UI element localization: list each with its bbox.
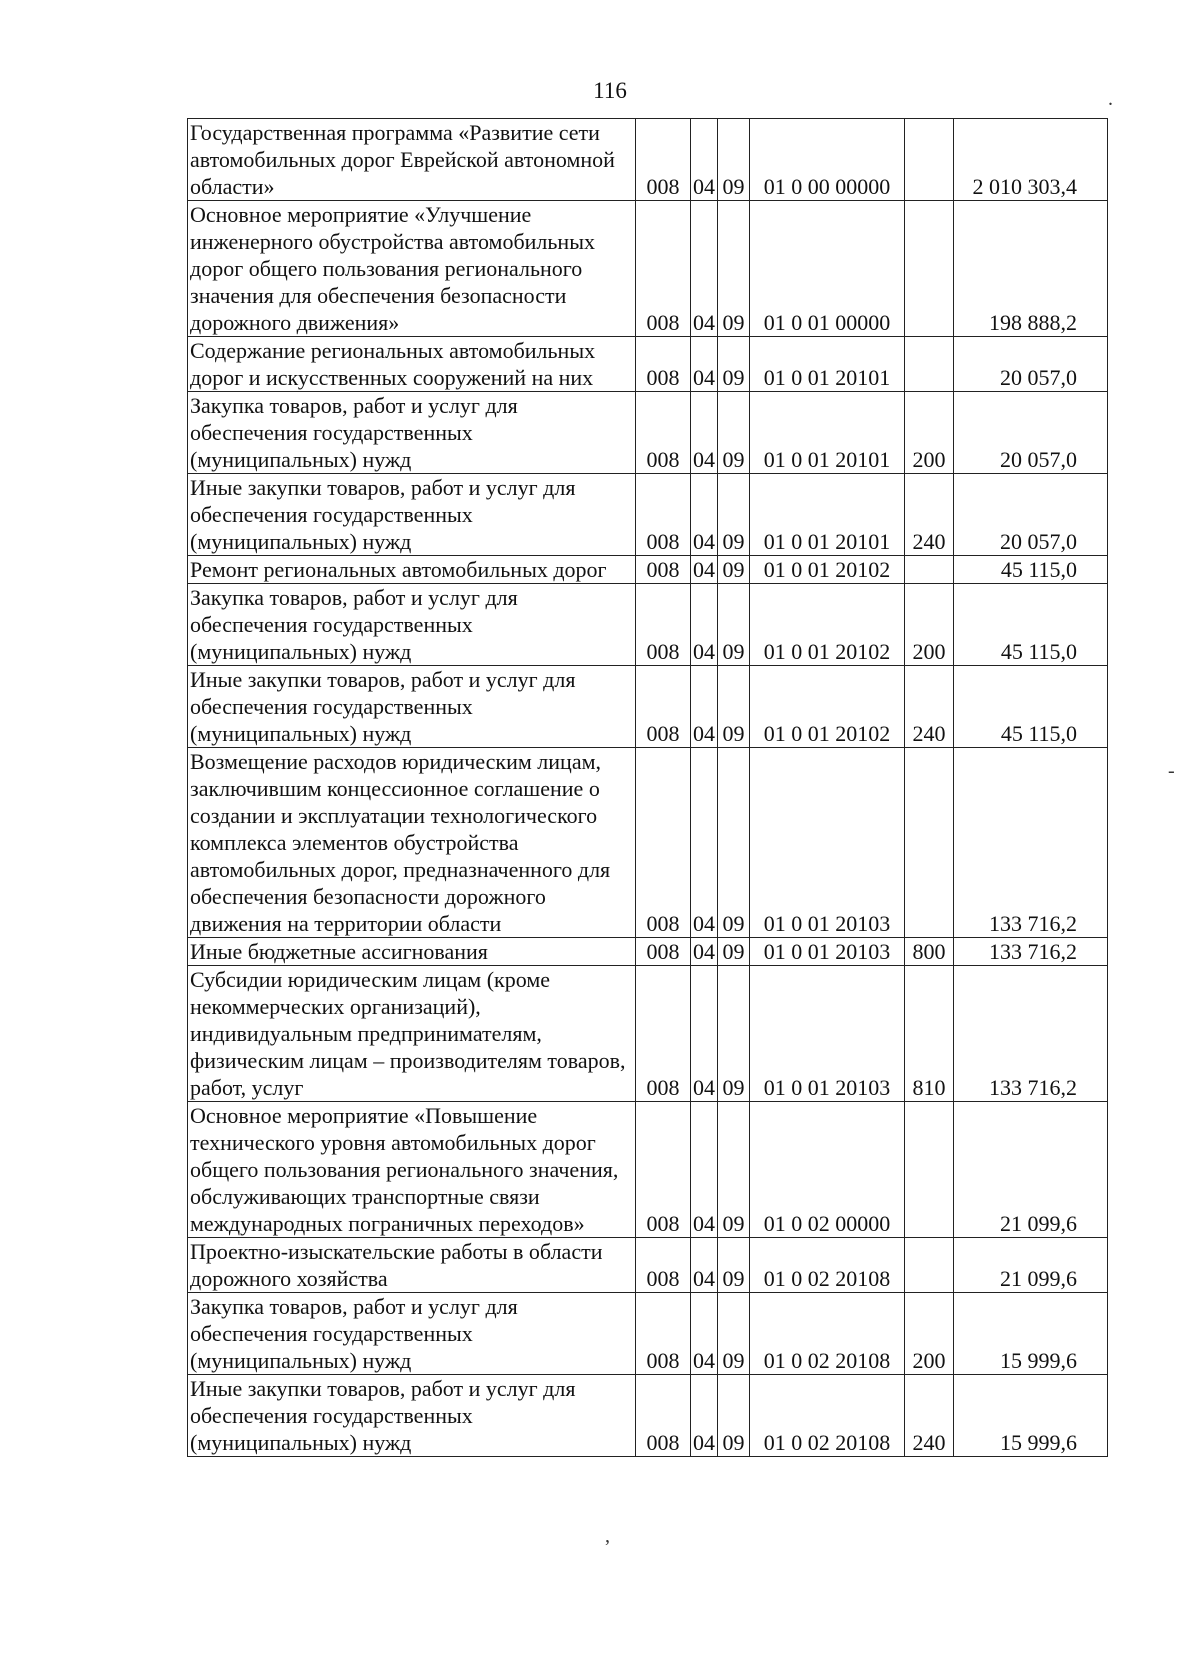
table-row: [188, 1238, 1108, 1293]
cell-section-code: 04: [691, 748, 718, 938]
cell-subsection-code: 09: [718, 666, 750, 748]
cell-target-article: 01 0 01 20103: [750, 748, 905, 938]
cell-name: Закупка товаров, работ и услуг для обеспечения государственных (муниципальных) нужд: [188, 584, 636, 666]
cell-name: Содержание региональных автомобильных дорог и искусственных сооружений на них: [188, 337, 636, 392]
cell-target-article: 01 0 01 20103: [750, 966, 905, 1102]
cell-section-code: 04: [691, 1238, 718, 1293]
table-row: [188, 584, 1108, 666]
cell-section-code: 04: [691, 392, 718, 474]
cell-subsection-code: 09: [718, 474, 750, 556]
cell-expense-type: 200: [905, 1293, 954, 1375]
cell-subsection-code: 09: [718, 584, 750, 666]
cell-ministry-code: 008: [636, 556, 691, 584]
cell-expense-type: 240: [905, 1375, 954, 1457]
cell-target-article: 01 0 02 00000: [750, 1102, 905, 1238]
cell-ministry-code: 008: [636, 584, 691, 666]
cell-name: Ремонт региональных автомобильных дорог: [188, 556, 636, 584]
cell-expense-type: [905, 748, 954, 938]
budget-table: [187, 118, 1108, 1457]
cell-expense-type: 810: [905, 966, 954, 1102]
cell-name: Закупка товаров, работ и услуг для обеспечения государственных (муниципальных) нужд: [188, 1293, 636, 1375]
cell-amount: 21 099,6: [954, 1238, 1108, 1293]
cell-ministry-code: 008: [636, 119, 691, 201]
cell-ministry-code: 008: [636, 201, 691, 337]
cell-section-code: 04: [691, 1293, 718, 1375]
cell-section-code: 04: [691, 201, 718, 337]
cell-subsection-code: 09: [718, 1375, 750, 1457]
cell-target-article: 01 0 00 00000: [750, 119, 905, 201]
cell-amount: 133 716,2: [954, 966, 1108, 1102]
cell-subsection-code: 09: [718, 938, 750, 966]
cell-name: Закупка товаров, работ и услуг для обеспечения государственных (муниципальных) нужд: [188, 392, 636, 474]
cell-expense-type: [905, 337, 954, 392]
cell-amount: 45 115,0: [954, 666, 1108, 748]
cell-section-code: 04: [691, 1102, 718, 1238]
cell-section-code: 04: [691, 666, 718, 748]
cell-subsection-code: 09: [718, 1102, 750, 1238]
cell-section-code: 04: [691, 938, 718, 966]
cell-name: Субсидии юридическим лицам (кроме некоммерческих организаций), индивидуальным предпринимателям, физическим лицам – производителям товаров, работ, услуг: [188, 966, 636, 1102]
cell-target-article: 01 0 02 20108: [750, 1293, 905, 1375]
cell-ministry-code: 008: [636, 392, 691, 474]
cell-section-code: 04: [691, 474, 718, 556]
cell-name: Основное мероприятие «Повышение технического уровня автомобильных дорог общего пользования регионального значения, обслуживающих транспортные связи международных пограничных переходов»: [188, 1102, 636, 1238]
table-row: [188, 1293, 1108, 1375]
cell-subsection-code: 09: [718, 966, 750, 1102]
cell-expense-type: [905, 1238, 954, 1293]
cell-name: Основное мероприятие «Улучшение инженерного обустройства автомобильных дорог общего пользования регионального значения для обеспечения безопасности дорожного движения»: [188, 201, 636, 337]
cell-amount: 15 999,6: [954, 1375, 1108, 1457]
table-row: [188, 474, 1108, 556]
cell-subsection-code: 09: [718, 1293, 750, 1375]
cell-ministry-code: 008: [636, 1102, 691, 1238]
table-row: [188, 337, 1108, 392]
cell-expense-type: 240: [905, 666, 954, 748]
cell-amount: 133 716,2: [954, 938, 1108, 966]
cell-ministry-code: 008: [636, 666, 691, 748]
cell-target-article: 01 0 01 20102: [750, 666, 905, 748]
cell-ministry-code: 008: [636, 337, 691, 392]
cell-amount: 133 716,2: [954, 748, 1108, 938]
cell-expense-type: 240: [905, 474, 954, 556]
cell-target-article: 01 0 01 20103: [750, 938, 905, 966]
cell-expense-type: [905, 201, 954, 337]
cell-amount: 198 888,2: [954, 201, 1108, 337]
scan-mark: .: [1108, 88, 1113, 110]
cell-subsection-code: 09: [718, 392, 750, 474]
cell-expense-type: 200: [905, 584, 954, 666]
cell-target-article: 01 0 01 20102: [750, 556, 905, 584]
cell-ministry-code: 008: [636, 938, 691, 966]
cell-target-article: 01 0 01 00000: [750, 201, 905, 337]
cell-section-code: 04: [691, 556, 718, 584]
cell-subsection-code: 09: [718, 556, 750, 584]
scan-mark: ,: [605, 1525, 610, 1547]
cell-ministry-code: 008: [636, 966, 691, 1102]
cell-subsection-code: 09: [718, 1238, 750, 1293]
cell-section-code: 04: [691, 584, 718, 666]
cell-amount: 21 099,6: [954, 1102, 1108, 1238]
cell-amount: 20 057,0: [954, 474, 1108, 556]
cell-target-article: 01 0 01 20101: [750, 474, 905, 556]
table-row: [188, 119, 1108, 201]
cell-expense-type: [905, 119, 954, 201]
table-row: [188, 666, 1108, 748]
cell-amount: 20 057,0: [954, 392, 1108, 474]
cell-expense-type: [905, 1102, 954, 1238]
cell-amount: 15 999,6: [954, 1293, 1108, 1375]
cell-target-article: 01 0 01 20101: [750, 392, 905, 474]
table-row: [188, 392, 1108, 474]
cell-section-code: 04: [691, 119, 718, 201]
cell-amount: 45 115,0: [954, 556, 1108, 584]
table-row: [188, 1102, 1108, 1238]
cell-name: Иные бюджетные ассигнования: [188, 938, 636, 966]
table-row: [188, 556, 1108, 584]
cell-expense-type: 200: [905, 392, 954, 474]
cell-amount: 20 057,0: [954, 337, 1108, 392]
cell-expense-type: 800: [905, 938, 954, 966]
cell-target-article: 01 0 01 20102: [750, 584, 905, 666]
page-number: 116: [593, 78, 627, 103]
cell-ministry-code: 008: [636, 1238, 691, 1293]
cell-name: Иные закупки товаров, работ и услуг для обеспечения государственных (муниципальных) нужд: [188, 666, 636, 748]
cell-ministry-code: 008: [636, 748, 691, 938]
table-row: [188, 201, 1108, 337]
cell-ministry-code: 008: [636, 1293, 691, 1375]
cell-expense-type: [905, 556, 954, 584]
cell-subsection-code: 09: [718, 201, 750, 337]
cell-section-code: 04: [691, 337, 718, 392]
cell-name: Проектно-изыскательские работы в области дорожного хозяйства: [188, 1238, 636, 1293]
cell-target-article: 01 0 02 20108: [750, 1375, 905, 1457]
table-row: [188, 938, 1108, 966]
scan-mark: -: [1168, 760, 1175, 782]
cell-target-article: 01 0 01 20101: [750, 337, 905, 392]
cell-ministry-code: 008: [636, 1375, 691, 1457]
cell-subsection-code: 09: [718, 748, 750, 938]
cell-amount: 45 115,0: [954, 584, 1108, 666]
cell-subsection-code: 09: [718, 337, 750, 392]
cell-amount: 2 010 303,4: [954, 119, 1108, 201]
cell-section-code: 04: [691, 1375, 718, 1457]
table-row: [188, 966, 1108, 1102]
cell-ministry-code: 008: [636, 474, 691, 556]
table-row: [188, 1375, 1108, 1457]
table-row: [188, 748, 1108, 938]
cell-name: Иные закупки товаров, работ и услуг для обеспечения государственных (муниципальных) нужд: [188, 1375, 636, 1457]
cell-name: Иные закупки товаров, работ и услуг для обеспечения государственных (муниципальных) нужд: [188, 474, 636, 556]
cell-name: Государственная программа «Развитие сети автомобильных дорог Еврейской автономной области»: [188, 119, 636, 201]
cell-subsection-code: 09: [718, 119, 750, 201]
cell-section-code: 04: [691, 966, 718, 1102]
cell-name: Возмещение расходов юридическим лицам, заключившим концессионное соглашение о создании и эксплуатации технологического комплекса элементов обустройства автомобильных дорог, предназначенного для обеспечения безопасности дорожного движения на территории области: [188, 748, 636, 938]
cell-target-article: 01 0 02 20108: [750, 1238, 905, 1293]
